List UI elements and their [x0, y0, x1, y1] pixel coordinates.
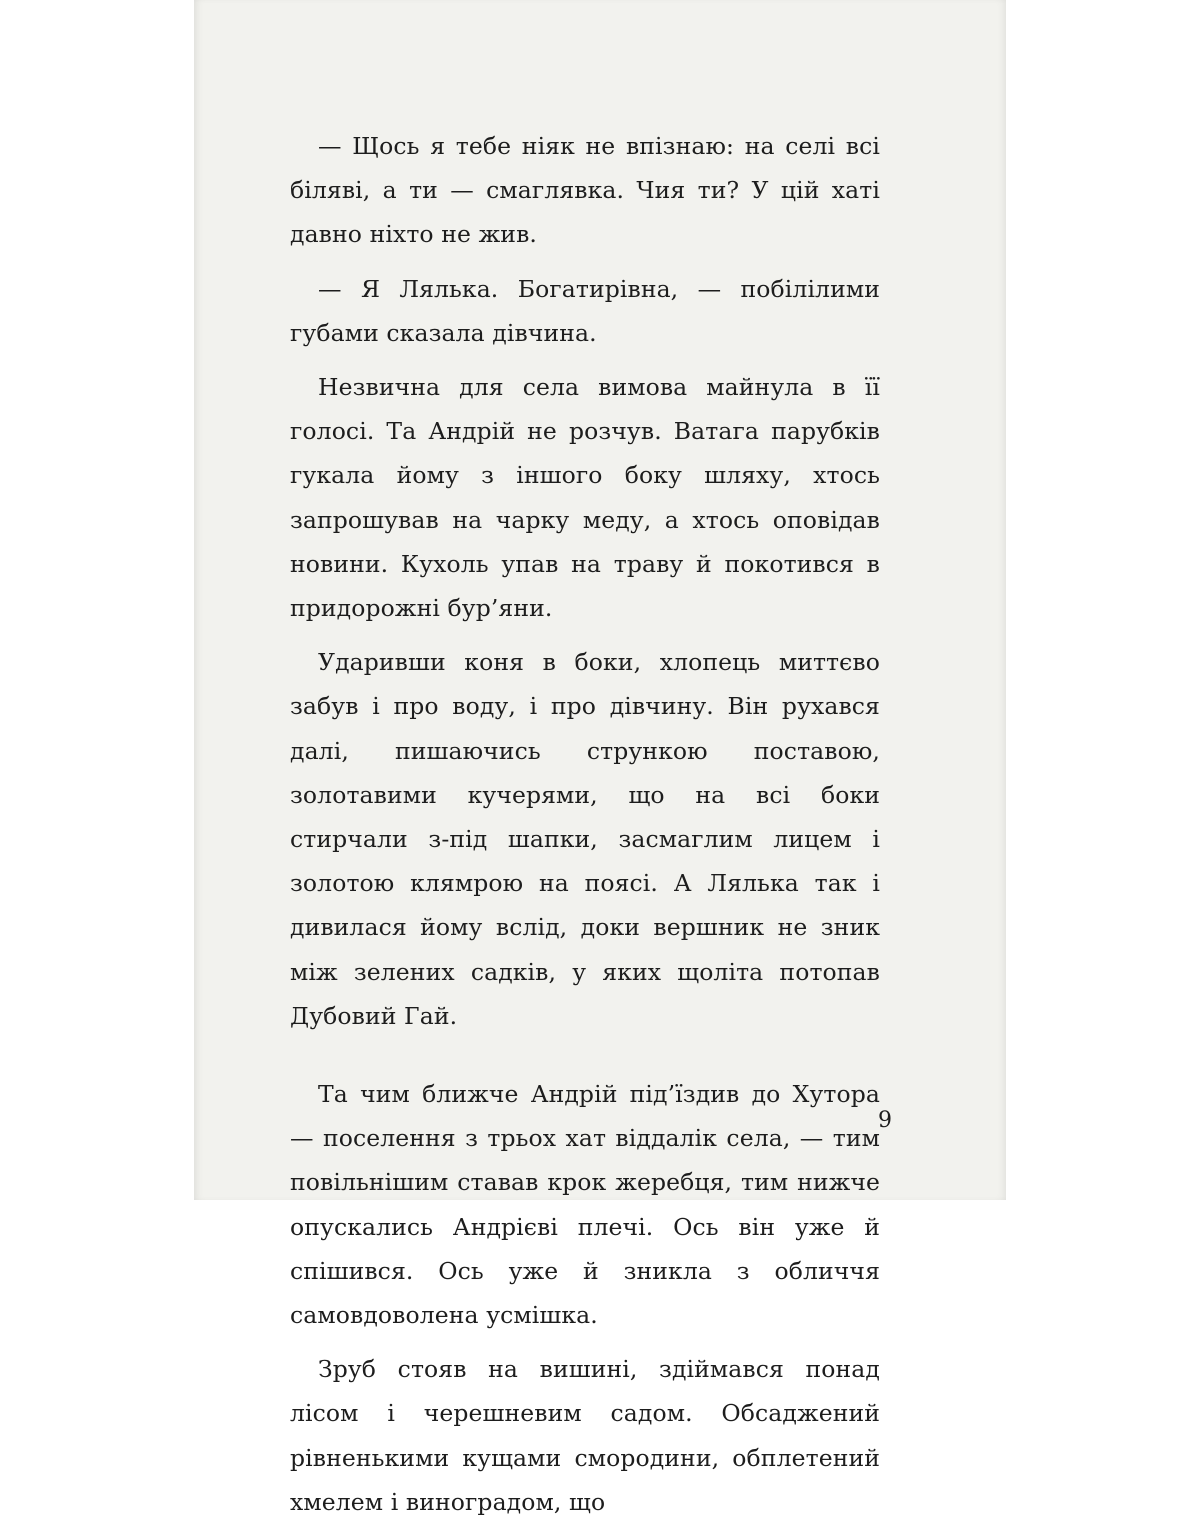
paragraph-4: Ударивши коня в боки, хлопець миттєво забув і про воду, і про дівчину. Він рухався далі, пишаючись стрункою поставою, золотавими кучерями, що на всі боки стирчали з-під шапки, засмаглим лицем і золотою клямрою на поясі. А Лялька так і дивилася йому вслід, доки вершник не зник між зелених садків, у яких щоліта потопав Дубовий Гай. [290, 648, 880, 1030]
paragraph-3: Незвична для села вимова майнула в її голосі. Та Андрій не розчув. Ватага парубків гукала йому з іншого боку шляху, хтось запрошував на чарку меду, а хтось оповідав новини. Кухоль упав на траву й покотився в придорожні бур’яни. [290, 373, 880, 623]
book-page [194, 0, 1006, 1516]
paragraph-dialogue-2: — Я Лялька. Богатирівна, — побілілими губами сказала дівчина. [290, 274, 880, 347]
page-number: 9 [878, 1108, 892, 1133]
paragraph-5: Та чим ближче Андрій під’їздив до Хутора — поселення з трьох хат віддалік села, — тим повільнішим ставав крок жеребця, тим нижче опускались Андрієві плечі. Ось він уже й спішився. Ось уже й зникла з обличчя самовдоволена усмішка. [290, 1080, 880, 1330]
page-text [290, 124, 880, 1534]
paragraph-6: Зруб стояв на вишині, здіймався понад лісом і черешневим садом. Обсаджений рівненькими кущами смородини, обплетений хмелем і виноградом, що [290, 1355, 880, 1516]
paragraph-dialogue-1: — Щось я тебе ніяк не впізнаю: на селі всі біляві, а ти — смаглявка. Чия ти? У цій хаті давно ніхто не жив. [290, 132, 880, 249]
